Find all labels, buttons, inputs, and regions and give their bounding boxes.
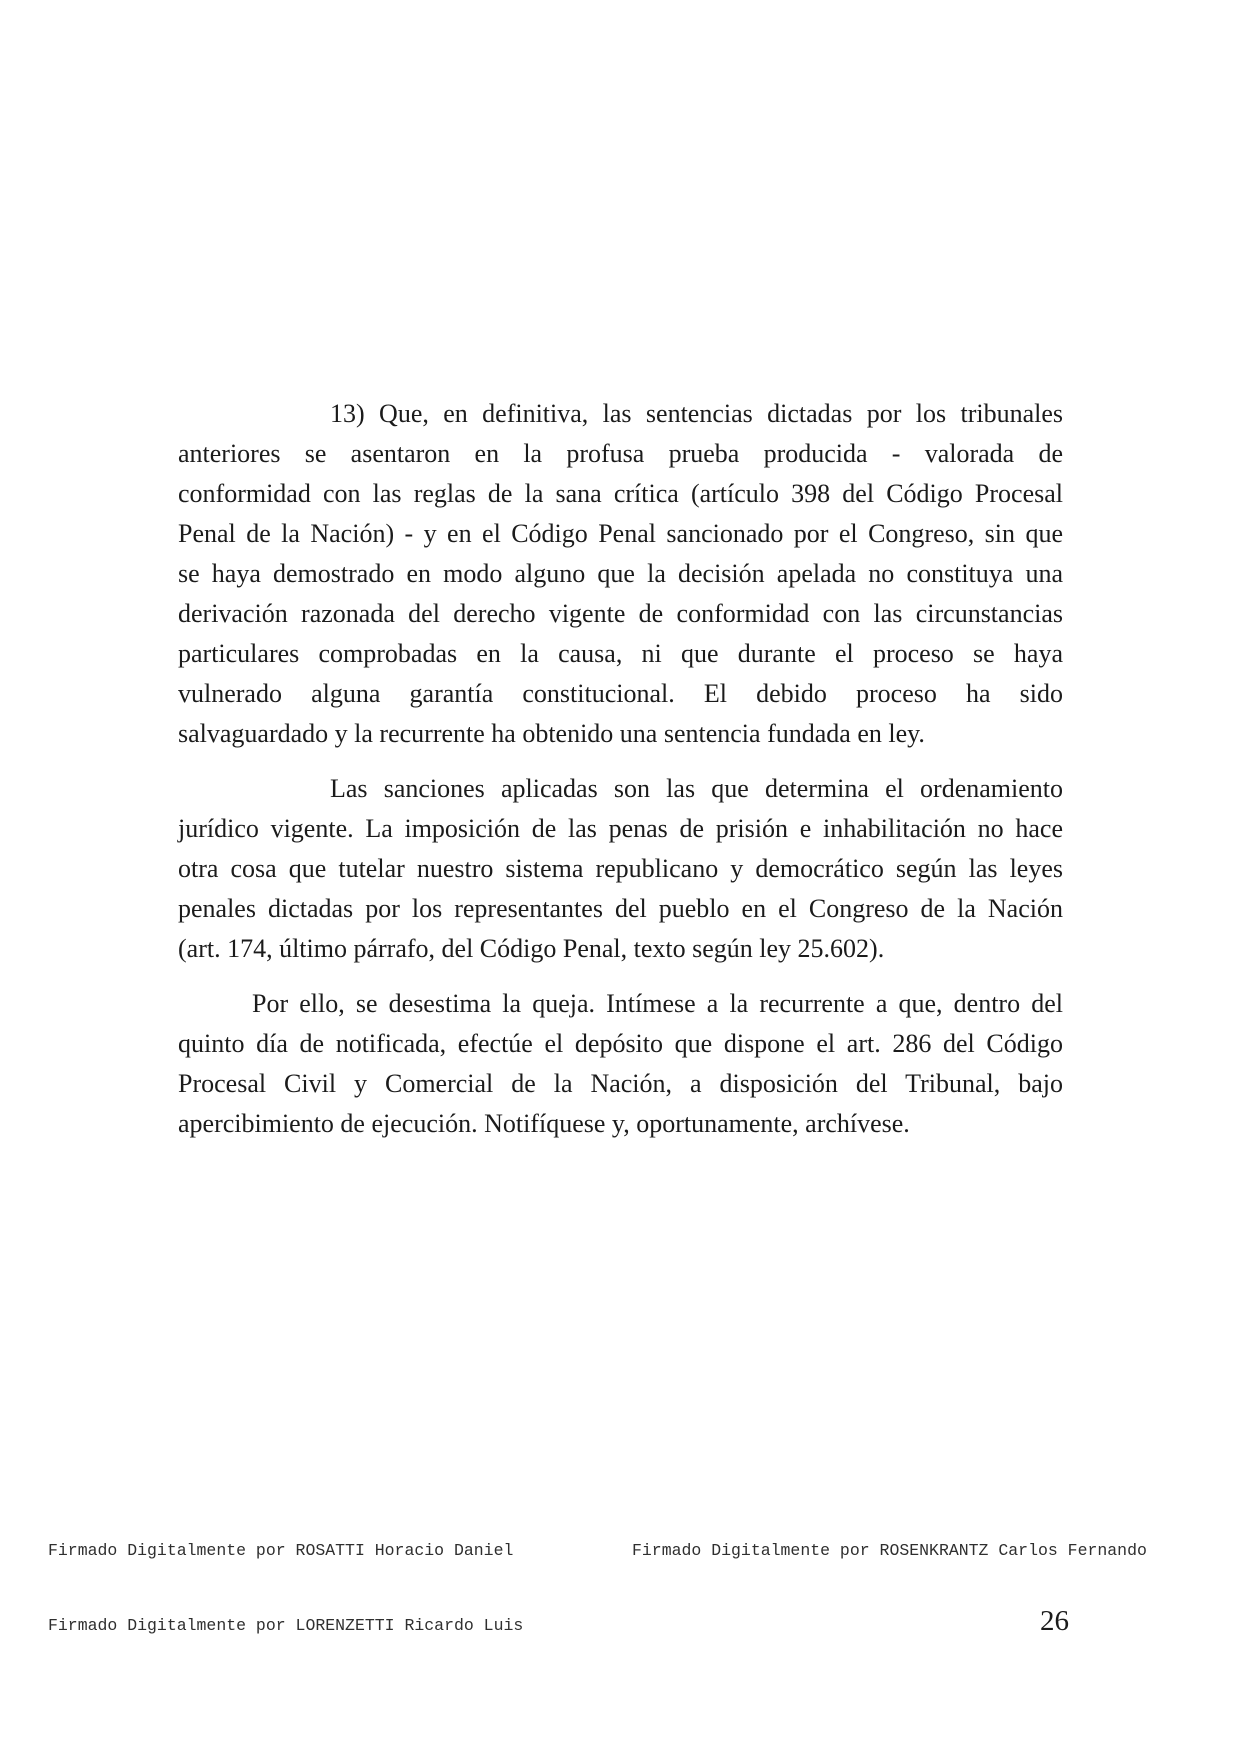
paragraph-resolucion bbox=[178, 984, 1063, 1144]
paragraph-sanciones bbox=[178, 769, 1063, 969]
digital-signature-lorenzetti: Firmado Digitalmente por LORENZETTI Ricardo Luis bbox=[48, 1616, 524, 1635]
text-line: derivación razonada del derecho vigente de conformidad con las circunstancias bbox=[178, 599, 1063, 628]
text-line: Penal de la Nación) - y en el Código Penal sancionado por el Congreso, sin que bbox=[178, 519, 1063, 548]
text-line: conformidad con las reglas de la sana crítica (artículo 398 del Código Procesal bbox=[178, 479, 1063, 508]
digital-signature-rosenkrantz: Firmado Digitalmente por ROSENKRANTZ Carlos Fernando bbox=[632, 1541, 1147, 1560]
text-line: apercibimiento de ejecución. Notifíquese y, oportunamente, archívese. bbox=[178, 1109, 910, 1138]
text-line: jurídico vigente. La imposición de las penas de prisión e inhabilitación no hace bbox=[178, 814, 1063, 843]
text-line: 13) Que, en definitiva, las sentencias dictadas por los tribunales bbox=[330, 399, 1063, 428]
text-line: penales dictadas por los representantes del pueblo en el Congreso de la Nación bbox=[178, 894, 1063, 923]
text-line: quinto día de notificada, efectúe el depósito que dispone el art. 286 del Código bbox=[178, 1029, 1063, 1058]
text-line: vulnerado alguna garantía constitucional. El debido proceso ha sido bbox=[178, 679, 1063, 708]
text-line: particulares comprobadas en la causa, ni que durante el proceso se haya bbox=[178, 639, 1063, 668]
text-line: se haya demostrado en modo alguno que la decisión apelada no constituya una bbox=[178, 559, 1063, 588]
paragraph-13 bbox=[178, 394, 1063, 754]
text-line: otra cosa que tutelar nuestro sistema republicano y democrático según las leyes bbox=[178, 854, 1063, 883]
text-line: Procesal Civil y Comercial de la Nación, a disposición del Tribunal, bajo bbox=[178, 1069, 1063, 1098]
text-line: Las sanciones aplicadas son las que determina el ordenamiento bbox=[330, 774, 1063, 803]
text-line: anteriores se asentaron en la profusa prueba producida - valorada de bbox=[178, 439, 1063, 468]
digital-signature-rosatti: Firmado Digitalmente por ROSATTI Horacio Daniel bbox=[48, 1541, 514, 1560]
text-line: salvaguardado y la recurrente ha obtenido una sentencia fundada en ley. bbox=[178, 719, 925, 748]
page-number: 26 bbox=[1040, 1605, 1069, 1637]
body-text-block bbox=[178, 394, 1063, 1144]
text-line: Por ello, se desestima la queja. Intímese a la recurrente a que, dentro del bbox=[252, 989, 1063, 1018]
text-line: (art. 174, último párrafo, del Código Penal, texto según ley 25.602). bbox=[178, 934, 885, 963]
